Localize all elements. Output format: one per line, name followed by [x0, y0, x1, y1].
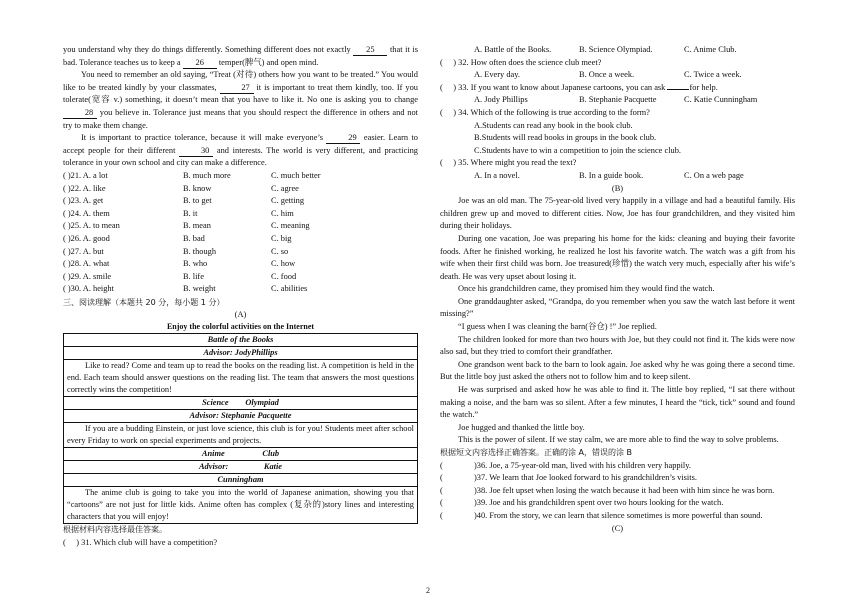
- left-column: [63, 44, 418, 549]
- options-32: A. Every day. B. Once a week. C. Twice a week.: [474, 70, 742, 80]
- page-number: 2: [426, 586, 430, 595]
- options-33: A. Jody Phillips B. Stephanie Pacquette C. Katie Cunningham: [474, 95, 758, 105]
- club-description: If you are a budding Einstein, or just love science, this club is for you! Students meet after school every Friday to work on special experiments and projects.: [64, 423, 418, 448]
- instruction: 根据材料内容选择最佳答案。: [63, 525, 167, 535]
- tf-question: ( )40. From the story, we can learn that silence sometimes is more powerful than sound.: [440, 510, 763, 520]
- question-35: ( ) 35. Where might you read the text?: [440, 158, 577, 168]
- option-34-c: C.Students have to win a competition to join the science club.: [474, 145, 682, 155]
- question-row: ( )23. A. get B. to get C. getting: [63, 196, 305, 206]
- tf-question: ( )36. Joe, a 75-year-old man, lived with his children very happily.: [440, 460, 691, 470]
- question-row: ( )26. A. good B. bad C. big: [63, 233, 292, 243]
- question-row: ( )22. A. like B. know C. agree: [63, 183, 299, 193]
- club-name: Anime Club: [64, 448, 418, 461]
- club-description: Like to read? Come and team up to read the books on the reading list. A competition is held in the end. Each team should answer questions on the reading list. The team that answers the most questions correctly wins the competition!: [64, 360, 418, 397]
- option-34-a: A.Students can read any book in the book club.: [474, 120, 633, 130]
- blank-29: 29: [326, 133, 360, 144]
- story-paragraph: “I guess when I was cleaning the barn(谷仓) !” Joe replied.: [458, 322, 657, 332]
- story-paragraph: Once his grandchildren came, they promised him they would find the watch.: [458, 284, 715, 294]
- section-heading: 三、阅读理解（本题共 20 分，每小题 1 分）: [63, 297, 225, 307]
- table-title: Enjoy the colorful activities on the Internet: [166, 322, 315, 332]
- blank-27: 27: [220, 83, 254, 94]
- story-paragraph: He was surprised and asked how he was able to find it. The little boy replied, “I sat there without making a noise, and the barn was so silent. After a few minutes, I heard the “tick, tick” sound and found the watch.”: [440, 385, 795, 420]
- club-advisor: Advisor: JodyPhillips: [64, 347, 418, 360]
- club-advisor: Advisor: Katie: [64, 461, 418, 474]
- story-paragraph: One grandson went back to the barn to look again. Joe asked why he was going there a second time. But the little boy just asked the others not to follow him and to keep silent.: [440, 359, 795, 382]
- blank-30: 30: [179, 146, 213, 157]
- option-34-b: B.Students will read books in groups in the book club.: [474, 133, 657, 143]
- question-row: ( )24. A. them B. it C. him: [63, 208, 294, 218]
- club-advisor-name: Cunningham: [64, 474, 418, 487]
- story-paragraph: During one vacation, Joe was preparing his home for the kids: cleaning and buying their favorite foods. After he finished working, he realized he lost his favorite watch. The watch was a gift from his wife when their first child was born. Joe treasured(珍惜) the watch very much, especially after his wife’s death. He was very upset about losing it.: [440, 233, 795, 281]
- passage-paragraph: It is important to practice tolerance, because it will make everyone’s 29 easier. Learn to accept people for their different 30 and interests. The world is very different, and practicing tolerance in your own school and city can make a difference.: [63, 133, 418, 168]
- question-31: ( ) 31. Which club will have a competition?: [63, 537, 218, 547]
- club-name: Battle of the Books: [64, 334, 418, 347]
- passage-paragraph: you understand why they do things differently. Something different does not exactly 25 that it is bad. Tolerance teaches us to keep a 26 temper(脾气) and open mind.: [63, 45, 418, 67]
- club-name: Science Olympiad: [64, 397, 418, 410]
- question-row: ( )27. A. but B. though C. so: [63, 246, 289, 256]
- blank: [667, 89, 689, 90]
- tf-question: ( )39. Joe and his grandchildren spent over two hours looking for the watch.: [440, 498, 724, 508]
- story-paragraph: Joe was an old man. The 75-year-old lived very happily in a village and had a beautiful family. His children grew up and moved to different cities. Now, Joe has four grandchildren, and they visited him during their holidays.: [440, 196, 795, 231]
- blank-25: 25: [353, 45, 387, 56]
- tf-question: ( )38. Joe felt upset when losing the watch because it had been with him since he was born.: [440, 485, 775, 495]
- blank-28: 28: [63, 108, 97, 119]
- options-35: A. In a novel. B. In a guide book. C. On a web page: [474, 170, 744, 180]
- story-paragraph: Joe hugged and thanked the little boy.: [458, 422, 585, 432]
- passage-label-b: (B): [611, 183, 624, 193]
- club-advisor: Advisor: Stephanie Pacquette: [64, 410, 418, 423]
- story-paragraph: This is the power of silent. If we stay calm, we are more able to find the way to solve problems.: [458, 435, 779, 445]
- club-table: [63, 333, 418, 524]
- question-33: ( ) 33. If you want to know about Japanese cartoons, you can ask for help.: [440, 82, 718, 92]
- question-row: ( )29. A. smile B. life C. food: [63, 271, 297, 281]
- question-row: ( )21. A. a lot B. much more C. much better: [63, 170, 321, 180]
- passage-label-a: (A): [234, 310, 247, 320]
- question-34: ( ) 34. Which of the following is true according to the form?: [440, 107, 650, 117]
- club-description: The anime club is going to take you into the world of Japanese animation, showing you that “cartoons” are not just for little kids. Anime often has complex (复杂的)story lines and interesting characters that you will enjoy!: [64, 487, 418, 524]
- options-31: A. Battle of the Books. B. Science Olympiad. C. Anime Club.: [474, 45, 737, 54]
- tf-question: ( )37. We learn that Joe looked forward to his grandchildren’s visits.: [440, 473, 697, 483]
- story-paragraph: The children looked for more than two hours with Joe, but they could not find it. The kids were now also sad, but they tried to comfort their grandfather.: [440, 334, 795, 357]
- question-row: ( )30. A. height B. weight C. abilities: [63, 284, 308, 294]
- blank-26: 26: [183, 58, 217, 69]
- passage-paragraph: You need to remember an old saying, “Treat (对待) others how you want to be treated.” You would like to be treated kindly by your classmates, 27 it is important to treat them kindly, too. If you tolerate(宽容 v.) something, it doesn’t mean that you have to like it. No one is asking you to change 28 you believe in. Tolerance just means that you should respect the difference in others and not try to make them change.: [63, 70, 418, 130]
- question-row: ( )25. A. to mean B. mean C. meaning: [63, 221, 310, 231]
- question-row: ( )28. A. what B. who C. how: [63, 259, 296, 269]
- right-column: [440, 44, 795, 535]
- story-paragraph: One granddaughter asked, “Grandpa, do you remember when you saw the watch last before it went missing?”: [440, 296, 795, 319]
- question-32: ( ) 32. How often does the science club meet?: [440, 57, 602, 67]
- cloze-options: [63, 170, 418, 296]
- instruction: 根据短文内容选择正确答案。正确的涂 A，错误的涂 B: [440, 448, 633, 457]
- passage-label-c: (C): [611, 523, 624, 533]
